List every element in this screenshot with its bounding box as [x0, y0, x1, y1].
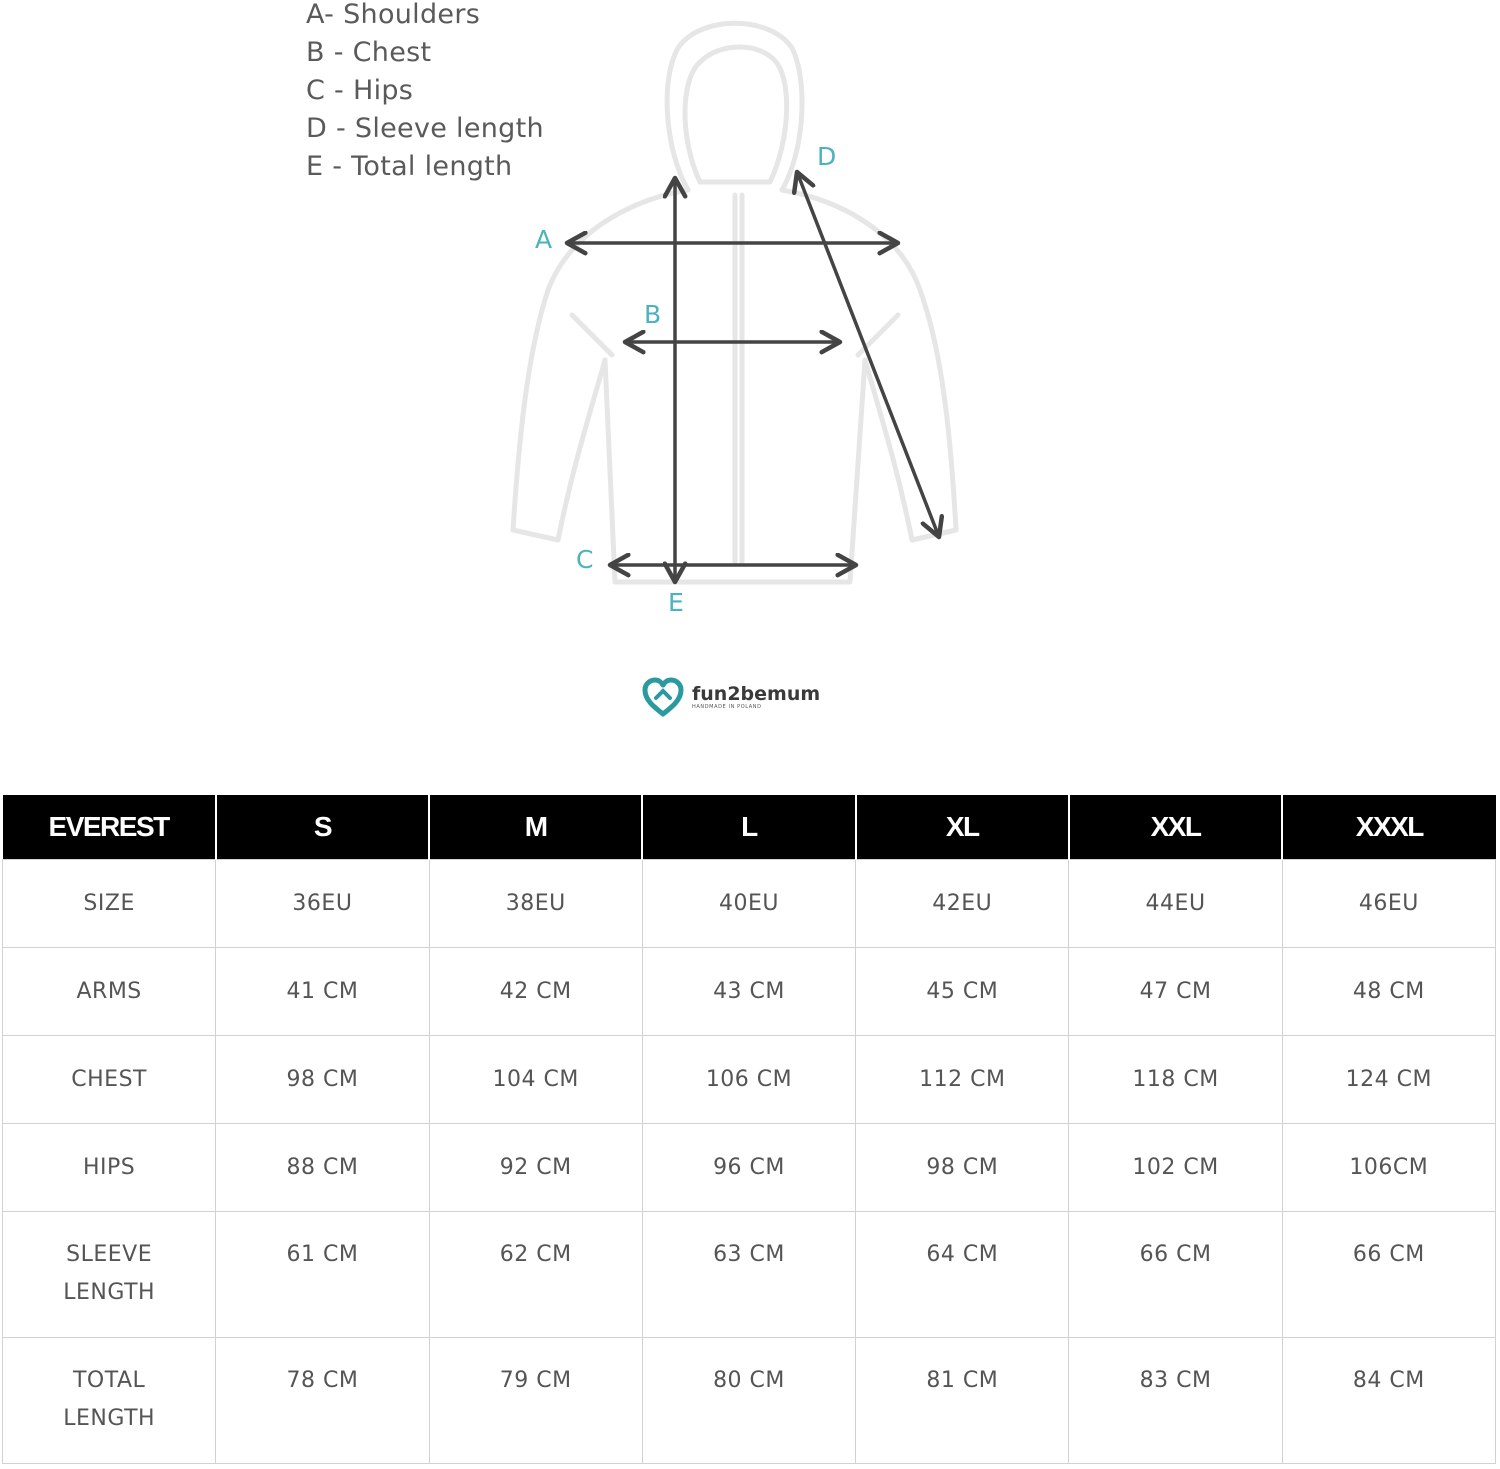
table-header-row	[3, 795, 1496, 860]
table-cell: 102 CM	[1069, 1124, 1282, 1212]
table-row	[3, 1212, 1496, 1338]
legend-item-hips: C - Hips	[306, 75, 414, 106]
legend-item-total-length: E - Total length	[306, 151, 513, 182]
table-cell: 88 CM	[216, 1124, 429, 1212]
table-cell: 118 CM	[1069, 1036, 1282, 1124]
header-size-xxxl: XXXL	[1282, 795, 1495, 860]
cell-value: 81 CM	[926, 1368, 999, 1393]
row-label-line: SLEEVE	[66, 1242, 153, 1267]
table-cell: 92 CM	[429, 1124, 642, 1212]
table-cell: 44EU	[1069, 860, 1282, 948]
marker-d: D	[817, 142, 837, 171]
table-cell: 42 CM	[429, 948, 642, 1036]
cell-value: 84 CM	[1352, 1368, 1425, 1393]
cell-value: 61 CM	[286, 1242, 359, 1267]
row-label: ARMS	[3, 948, 216, 1036]
marker-a: A	[535, 225, 553, 254]
legend-item-sleeve-length: D - Sleeve length	[306, 113, 544, 144]
table-cell: 45 CM	[856, 948, 1069, 1036]
header-size-xxl: XXL	[1069, 795, 1282, 860]
table-cell	[1069, 1338, 1282, 1464]
table-cell	[216, 1338, 429, 1464]
header-size-s: S	[216, 795, 429, 860]
cell-value: 66 CM	[1352, 1242, 1425, 1267]
table-cell: 106 CM	[642, 1036, 855, 1124]
table-cell: 98 CM	[216, 1036, 429, 1124]
table-cell	[1069, 1212, 1282, 1338]
table-cell	[429, 1338, 642, 1464]
header-size-m: M	[429, 795, 642, 860]
logo-tagline: HANDMADE IN POLAND	[692, 704, 762, 710]
row-label	[3, 1212, 216, 1338]
table-cell	[216, 1212, 429, 1338]
table-cell: 104 CM	[429, 1036, 642, 1124]
table-cell: 42EU	[856, 860, 1069, 948]
cell-value: 66 CM	[1139, 1242, 1212, 1267]
table-row	[3, 1036, 1496, 1124]
legend-item-shoulders: A- Shoulders	[306, 0, 481, 30]
table-row	[3, 1124, 1496, 1212]
cell-value: 80 CM	[713, 1368, 785, 1393]
table-cell: 112 CM	[856, 1036, 1069, 1124]
marker-c: C	[576, 545, 594, 574]
table-cell: 124 CM	[1282, 1036, 1495, 1124]
logo-name: fun2bemum	[692, 683, 821, 705]
cell-value: 79 CM	[499, 1368, 572, 1393]
cell-value: 83 CM	[1139, 1368, 1212, 1393]
size-chart-table	[2, 795, 1496, 1464]
table-cell: 40EU	[642, 860, 855, 948]
brand-logo	[640, 676, 820, 718]
table-cell: 36EU	[216, 860, 429, 948]
marker-e: E	[668, 588, 684, 617]
table-cell: 43 CM	[642, 948, 855, 1036]
table-row	[3, 948, 1496, 1036]
table-cell: 38EU	[429, 860, 642, 948]
header-size-xl: XL	[856, 795, 1069, 860]
header-model: EVEREST	[3, 795, 216, 860]
heart-icon	[640, 676, 686, 718]
cell-value: 64 CM	[926, 1242, 999, 1267]
row-label: SIZE	[3, 860, 216, 948]
jacket-measurement-diagram	[0, 0, 1500, 640]
marker-b: B	[644, 300, 662, 329]
table-cell: 96 CM	[642, 1124, 855, 1212]
legend-item-chest: B - Chest	[306, 37, 432, 68]
table-cell	[429, 1212, 642, 1338]
table-cell	[856, 1338, 1069, 1464]
table-cell	[1282, 1212, 1495, 1338]
table-cell: 106CM	[1282, 1124, 1495, 1212]
table-cell	[856, 1212, 1069, 1338]
header-size-l: L	[642, 795, 855, 860]
table-cell: 48 CM	[1282, 948, 1495, 1036]
row-label	[3, 1338, 216, 1464]
table-cell: 41 CM	[216, 948, 429, 1036]
table-cell	[642, 1338, 855, 1464]
row-label-line: LENGTH	[63, 1406, 156, 1431]
table-cell	[1282, 1338, 1495, 1464]
cell-value: 62 CM	[499, 1242, 572, 1267]
table-cell: 98 CM	[856, 1124, 1069, 1212]
table-cell: 46EU	[1282, 860, 1495, 948]
row-label: HIPS	[3, 1124, 216, 1212]
row-label-line: LENGTH	[63, 1280, 156, 1305]
row-label: CHEST	[3, 1036, 216, 1124]
cell-value: 63 CM	[713, 1242, 785, 1267]
cell-value: 78 CM	[286, 1368, 359, 1393]
row-label-line: TOTAL	[72, 1368, 146, 1393]
table-cell: 47 CM	[1069, 948, 1282, 1036]
table-cell	[642, 1212, 855, 1338]
table-row	[3, 1338, 1496, 1464]
jacket-outline	[513, 23, 956, 582]
table-row	[3, 860, 1496, 948]
